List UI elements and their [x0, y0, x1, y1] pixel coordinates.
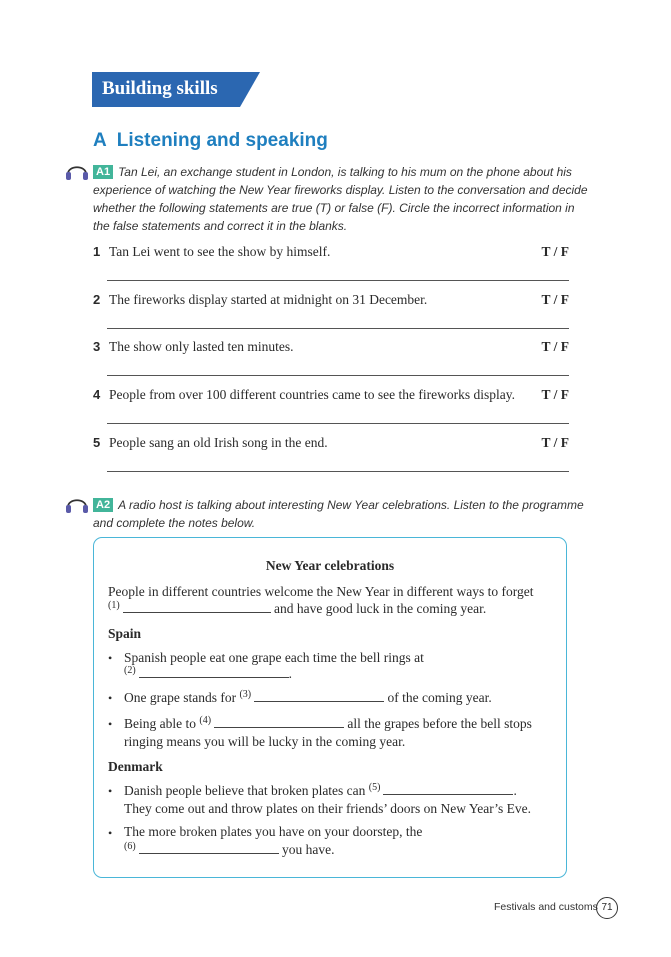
- notes-title: New Year celebrations: [265, 558, 395, 573]
- denmark-heading: Denmark: [108, 759, 163, 774]
- spain-bullet-2: One grape stands for $^{(3)}$ of the coming year.: [124, 689, 492, 705]
- blank-6[interactable]: [139, 841, 279, 854]
- a1-line-3: whether the following statements are true (T) or false (F). Circle the incorrect information in: [93, 201, 575, 215]
- denmark-bullet-2: The more broken plates you have on your doorstep, the: [124, 824, 423, 839]
- spain-bullet-3-line-2: ringing means you will be lucky in the coming year.: [124, 734, 406, 749]
- spain-heading: Spain: [108, 626, 142, 641]
- blank-2[interactable]: [139, 665, 289, 678]
- blank-3[interactable]: [254, 689, 384, 702]
- question-number: 2: [93, 292, 101, 307]
- true-false-option[interactable]: T / F: [541, 387, 569, 402]
- bullet-icon: •: [108, 784, 113, 798]
- answer-line[interactable]: [107, 328, 569, 329]
- question-number: 1: [93, 244, 101, 259]
- question-text: Tan Lei went to see the show by himself.: [109, 244, 331, 259]
- bullet-icon: •: [108, 651, 113, 665]
- true-false-option[interactable]: T / F: [541, 435, 569, 450]
- question-text: People from over 100 different countries came to see the fireworks display.: [109, 387, 515, 402]
- question-number: 4: [93, 387, 101, 402]
- a1-instructions: [93, 163, 588, 235]
- denmark-bullet-2-blank: $^{(6)}$ you have.: [124, 841, 335, 857]
- question-text: The fireworks display started at midnight on 31 December.: [109, 292, 428, 307]
- denmark-bullet-1-line-2: They come out and throw plates on their friends’ doors on New Year’s Eve.: [124, 801, 532, 816]
- a1-badge: A1: [93, 165, 113, 179]
- section-letter: A: [93, 130, 107, 151]
- denmark-bullet-1: Danish people believe that broken plates can $^{(5)}$ .: [124, 782, 517, 798]
- section-title: Listening and speaking: [116, 130, 328, 151]
- bullet-icon: •: [108, 717, 113, 731]
- banner-title: Building skills: [102, 78, 218, 99]
- blank-5[interactable]: [383, 782, 513, 795]
- answer-line[interactable]: [107, 423, 569, 424]
- section-heading: [93, 130, 328, 152]
- page-number: 71: [596, 897, 618, 919]
- spain-bullet-1: Spanish people eat one grape each time the bell rings at: [124, 650, 424, 665]
- building-skills-banner: [92, 72, 260, 107]
- true-false-option[interactable]: T / F: [541, 339, 569, 354]
- true-false-option[interactable]: T / F: [541, 244, 569, 259]
- a2-line-2: and complete the notes below.: [93, 516, 256, 530]
- answer-line[interactable]: [107, 280, 569, 281]
- notes-box: [93, 537, 567, 878]
- bullet-icon: •: [108, 826, 113, 840]
- a1-line-2: experience of watching the New Year fireworks display. Listen to the conversation and decide: [93, 183, 588, 197]
- answer-line[interactable]: [107, 375, 569, 376]
- headphones-icon: [64, 493, 90, 515]
- spain-bullet-1-blank: $^{(2)}$ .: [124, 665, 293, 681]
- blank-4[interactable]: [214, 715, 344, 728]
- blank-1[interactable]: [123, 600, 271, 613]
- notes-intro-line-1: People in different countries welcome the New Year in different ways to forget: [108, 584, 534, 599]
- bullet-icon: •: [108, 691, 113, 705]
- question-number: 3: [93, 339, 101, 354]
- a2-line-1: A2 A radio host is talking about interesting New Year celebrations. Listen to the programme: [93, 496, 584, 514]
- footer-section-name: Festivals and customs: [494, 901, 598, 913]
- notes-intro-line-2: $^{(1)}$ and have good luck in the coming year.: [108, 600, 487, 616]
- a2-badge: A2: [93, 498, 113, 512]
- a2-instructions: [93, 496, 584, 532]
- answer-line[interactable]: [107, 471, 569, 472]
- question-text: People sang an old Irish song in the end.: [109, 435, 328, 450]
- question-text: The show only lasted ten minutes.: [109, 339, 294, 354]
- headphones-icon: [64, 160, 90, 182]
- question-number: 5: [93, 435, 101, 450]
- a1-line-1: A1 Tan Lei, an exchange student in London, is talking to his mum on the phone about his: [93, 163, 588, 181]
- spain-bullet-3: Being able to $^{(4)}$ all the grapes before the bell stops: [124, 715, 532, 731]
- a1-line-4: the false statements and correct it in the blanks.: [93, 219, 348, 233]
- true-false-option[interactable]: T / F: [541, 292, 569, 307]
